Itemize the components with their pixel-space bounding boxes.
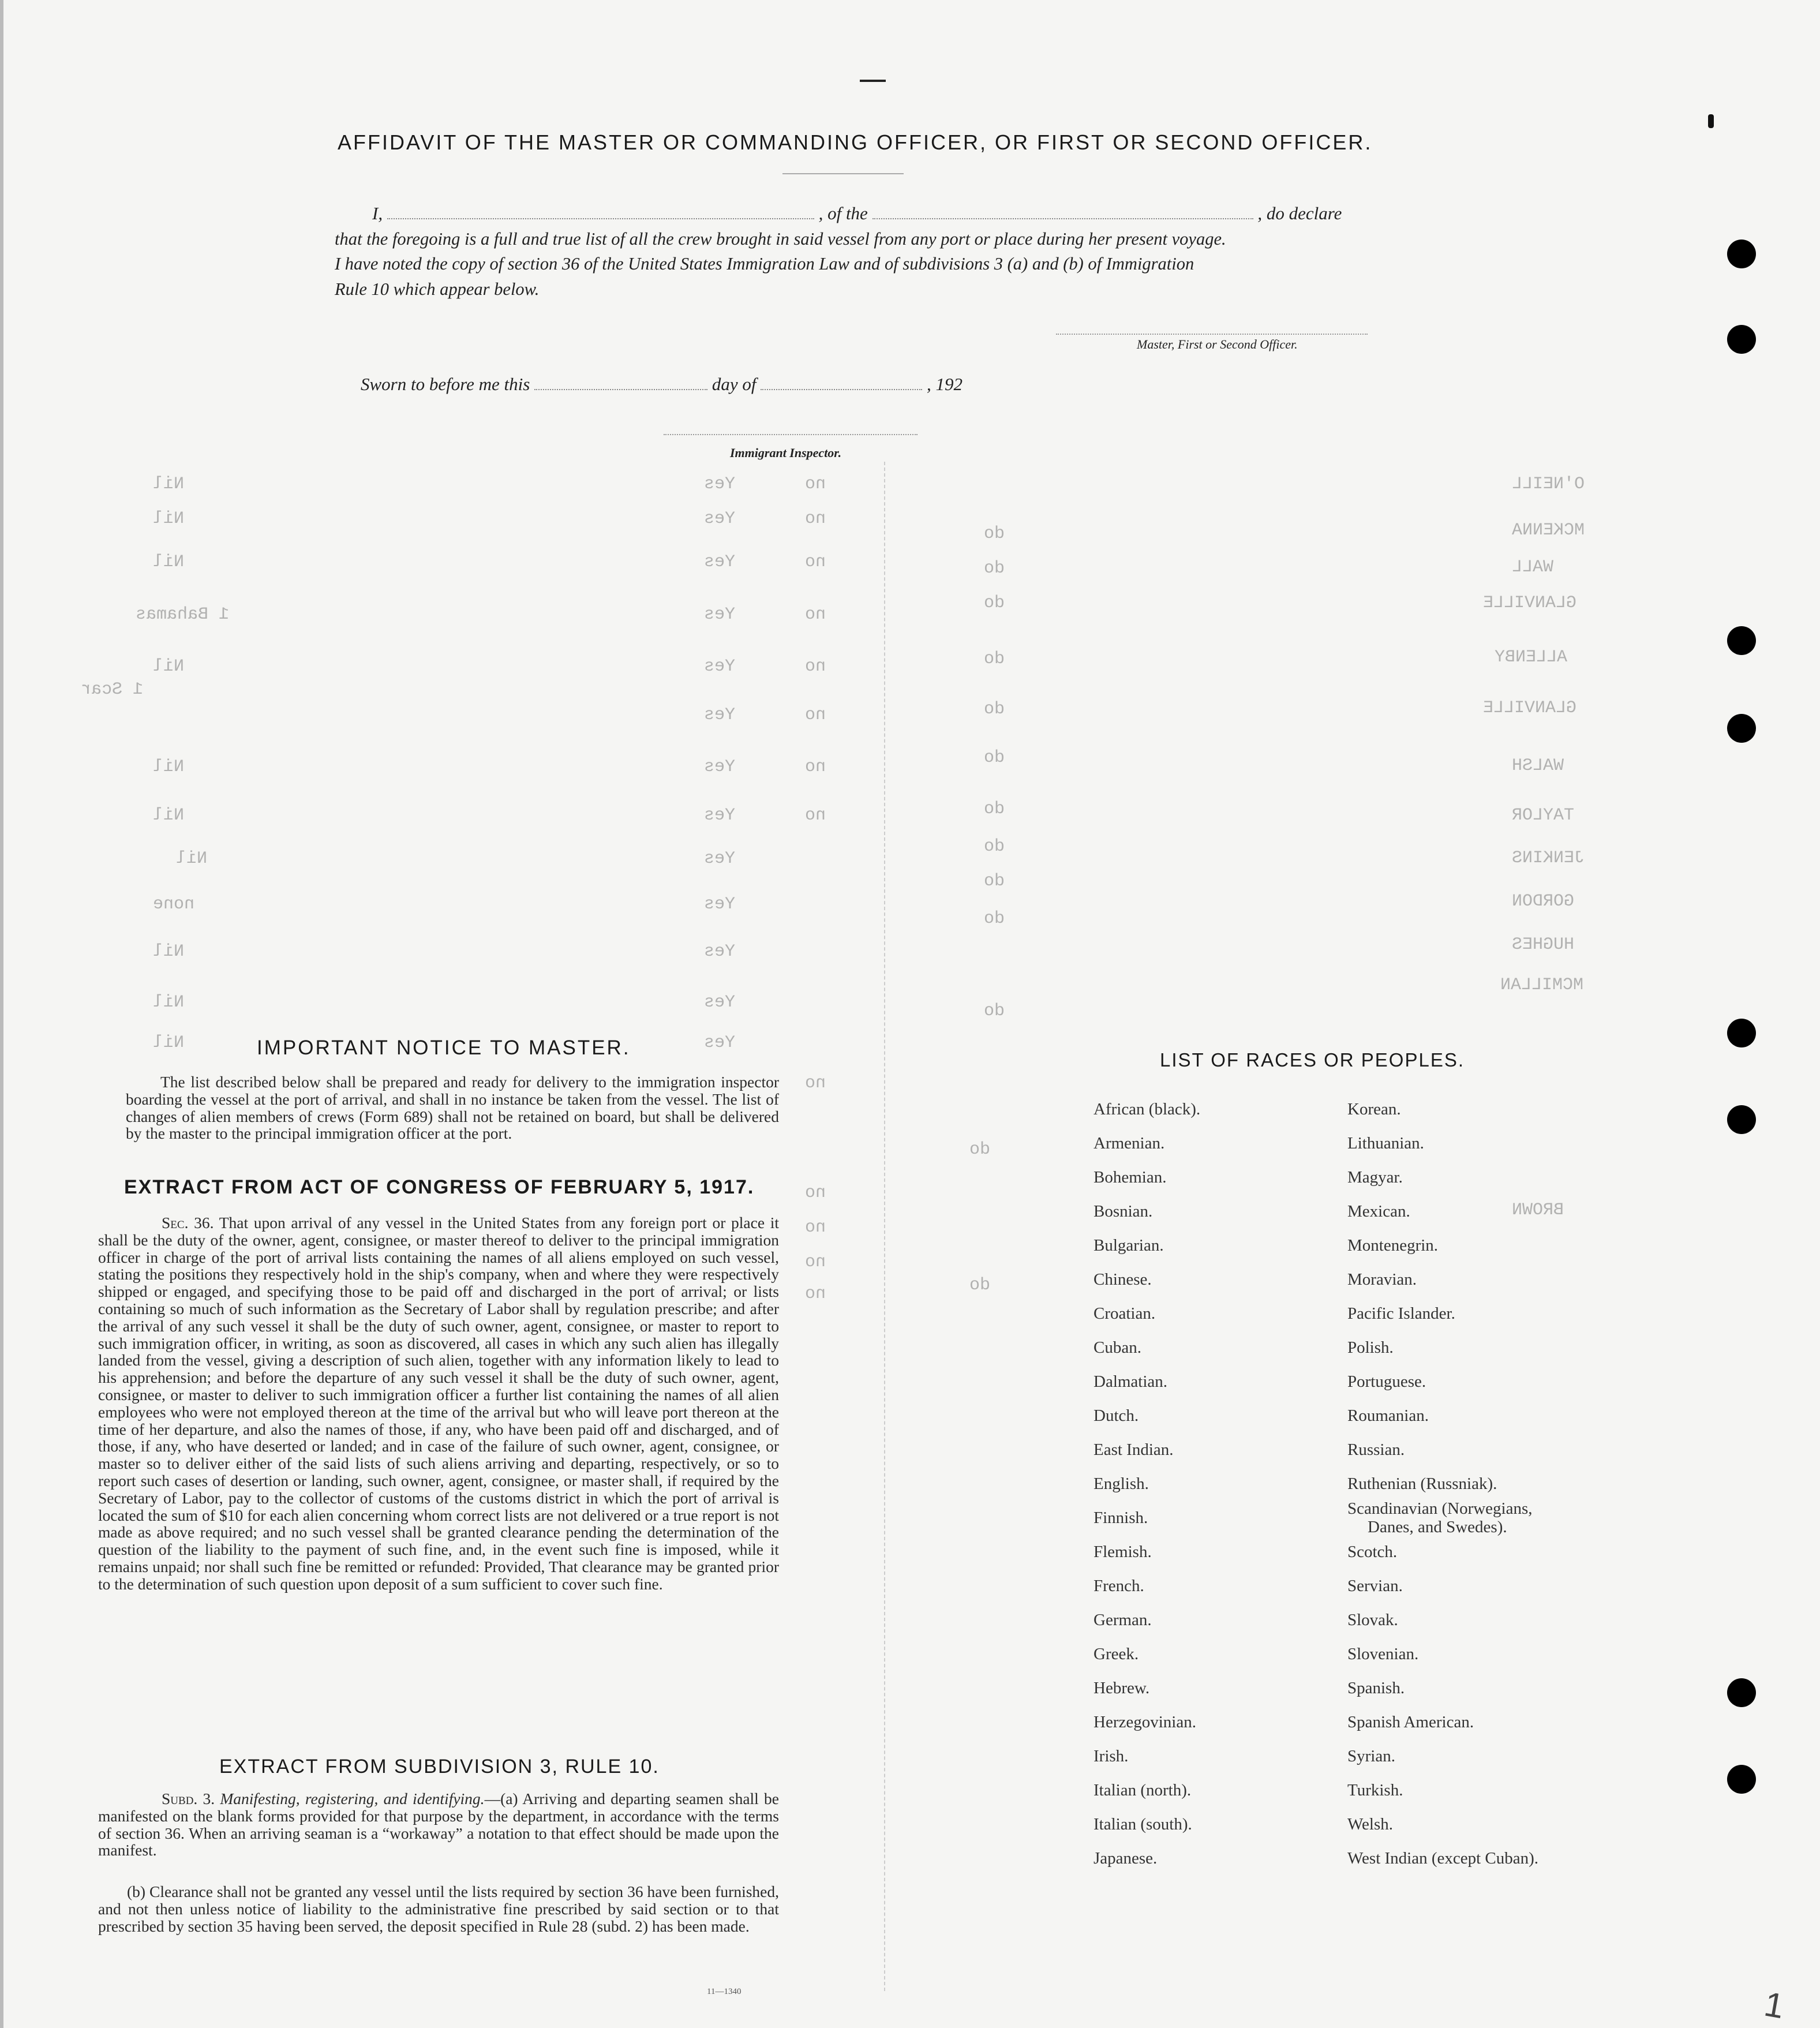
rule-para-a	[98, 1790, 779, 1859]
notice-body: The list described below shall be prepared and ready for delivery to the immigration inspector boarding the vessel at the port of arrival, and shall in no instance be taken from the vessel. The list of changes of alien members of crews (Form 689) shall not be retained on board, but shall be delivered by the master to the principal immigration officer at the port.	[126, 1073, 779, 1143]
race-col1-0: African (black).	[1094, 1100, 1201, 1118]
race-col1-7: Cuban.	[1094, 1338, 1141, 1357]
ghost-left-2: Nil	[153, 552, 185, 572]
ghost-name-10: HUGHES	[1512, 935, 1575, 955]
race-col2-18: Spanish.	[1347, 1679, 1405, 1697]
sworn-line	[361, 374, 963, 395]
ghost-no-3: no	[805, 605, 826, 624]
ghost-yes-10: Yes	[704, 942, 736, 961]
ghost-no-2: no	[805, 552, 826, 572]
race-col2-14: Scotch.	[1347, 1543, 1398, 1561]
ghost-left-0: Nil	[153, 474, 185, 494]
ghost-name-8: JENKINS	[1512, 848, 1585, 868]
ghost-yes-12: Yes	[704, 1033, 736, 1053]
race-col1-21: Italian (south).	[1094, 1815, 1192, 1834]
inspector-signature-line[interactable]	[664, 434, 918, 435]
ghost-do-7: do	[984, 837, 1005, 856]
declarant-name-field[interactable]	[387, 218, 814, 219]
ghost-no-12: no	[805, 1284, 826, 1304]
ghost-do-0: do	[984, 524, 1005, 544]
affidavit-line4: Rule 10 which appear below.	[335, 279, 540, 299]
notice-title: IMPORTANT NOTICE TO MASTER.	[257, 1037, 631, 1059]
punch-hole-8	[1727, 1765, 1756, 1794]
punch-hole-3	[1727, 626, 1756, 655]
ghost-yes-11: Yes	[704, 993, 736, 1012]
races-title: LIST OF RACES OR PEOPLES.	[1160, 1049, 1465, 1071]
ghost-no-9: no	[805, 1183, 826, 1203]
race-col1-14: French.	[1094, 1577, 1144, 1595]
punch-hole-1	[1727, 240, 1756, 268]
ghost-no-8: no	[805, 1073, 826, 1093]
ghost-name-12: BROWN	[1512, 1200, 1564, 1220]
race-col1-9: Dutch.	[1094, 1406, 1139, 1425]
ghost-name-9: GORDON	[1512, 892, 1575, 911]
race-col1-17: Hebrew.	[1094, 1679, 1150, 1697]
sworn-prefix: Sworn to before me this	[361, 374, 530, 394]
race-col2-3: Mexican.	[1347, 1202, 1410, 1221]
ghost-yes-9: Yes	[704, 895, 736, 914]
race-col2-6: Pacific Islander.	[1347, 1304, 1455, 1323]
race-col2-12: Scandinavian (Norwegians,	[1347, 1499, 1533, 1518]
affidavit-rule	[782, 173, 904, 174]
race-col2-19: Spanish American.	[1347, 1713, 1474, 1731]
race-col2-16: Slovak.	[1347, 1611, 1398, 1629]
punch-hole-6	[1727, 1105, 1756, 1134]
ghost-name-6: WALSH	[1512, 756, 1564, 776]
ghost-no-1: no	[805, 509, 826, 529]
ghost-left-4: Nil	[153, 657, 185, 676]
ghost-do-8: do	[984, 871, 1005, 891]
corner-ink-mark	[1708, 114, 1714, 128]
rule-para-a-text: —(a) Arriving and departing seamen shall be manifested on the blank forms provided for that purpose by the department, in accordance with the terms of section 36. When an arriving seaman is a “workaway” a notation to that effect should be made upon the manifest.	[98, 1790, 779, 1859]
ghost-do-5: do	[984, 748, 1005, 768]
act-title: EXTRACT FROM ACT OF CONGRESS OF FEBRUARY 5, 1917.	[124, 1176, 755, 1198]
ghost-do-9: do	[984, 909, 1005, 929]
center-fold	[884, 462, 885, 1991]
race-col2-13: Danes, and Swedes).	[1368, 1518, 1507, 1536]
race-col2-4: Montenegrin.	[1347, 1236, 1439, 1255]
race-col1-20: Italian (north).	[1094, 1781, 1192, 1799]
ghost-left-7: Nil	[153, 806, 185, 825]
race-col1-2: Bohemian.	[1094, 1168, 1167, 1187]
ghost-no-6: no	[805, 757, 826, 777]
ghost-yes-4: Yes	[704, 657, 736, 676]
affidavit-line1	[372, 203, 1342, 224]
race-col1-18: Herzegovinian.	[1094, 1713, 1196, 1731]
race-col2-23: West Indian (except Cuban).	[1347, 1849, 1539, 1868]
race-col1-8: Dalmatian.	[1094, 1372, 1168, 1391]
ghost-no-11: no	[805, 1252, 826, 1272]
rule-subd-heading: Manifesting, registering, and identifying.	[220, 1790, 485, 1808]
sworn-day-of: day of	[711, 374, 757, 394]
punch-hole-4	[1727, 714, 1756, 743]
race-col1-12: Finnish.	[1094, 1509, 1148, 1527]
ghost-do-4: do	[984, 699, 1005, 719]
race-col1-15: German.	[1094, 1611, 1152, 1629]
ghost-name-4: ALLENBY	[1495, 648, 1568, 667]
punch-hole-5	[1727, 1019, 1756, 1047]
ghost-no-0: no	[805, 474, 826, 494]
affidavit-line2: that the foregoing is a full and true list of all the crew brought in said vessel from any port or place during her present voyage.	[335, 229, 1226, 249]
rule-subd-label: Subd. 3.	[162, 1790, 215, 1808]
race-col2-15: Servian.	[1347, 1577, 1403, 1595]
race-col2-11: Ruthenian (Russniak).	[1347, 1475, 1497, 1493]
ghost-do-6: do	[984, 799, 1005, 819]
race-col1-4: Bulgarian.	[1094, 1236, 1164, 1255]
ghost-left-9: none	[153, 895, 195, 914]
ghost-left-11: Nil	[153, 993, 185, 1012]
punch-hole-2	[1727, 325, 1756, 354]
affidavit-title: AFFIDAVIT OF THE MASTER OR COMMANDING OFFICER, OR FIRST OR SECOND OFFICER.	[338, 130, 1373, 154]
race-col2-9: Roumanian.	[1347, 1406, 1429, 1425]
ghost-do-3: do	[984, 649, 1005, 669]
inspector-caption: Immigrant Inspector.	[730, 446, 842, 460]
ghost-left-10: Nil	[153, 942, 185, 961]
race-col1-5: Chinese.	[1094, 1270, 1152, 1289]
race-col2-0: Korean.	[1347, 1100, 1401, 1118]
ghost-name-2: WALL	[1512, 557, 1554, 577]
ghost-name-7: TAYLOR	[1512, 806, 1575, 825]
race-col1-3: Bosnian.	[1094, 1202, 1153, 1221]
ghost-no-4: no	[805, 657, 826, 676]
race-col2-5: Moravian.	[1347, 1270, 1417, 1289]
race-col2-10: Russian.	[1347, 1440, 1405, 1459]
ghost-left-6: Nil	[153, 757, 185, 777]
punch-hole-7	[1727, 1678, 1756, 1707]
master-signature-line[interactable]	[1056, 334, 1368, 335]
ghost-no-7: no	[805, 806, 826, 825]
race-col1-16: Greek.	[1094, 1645, 1139, 1663]
race-col1-1: Armenian.	[1094, 1134, 1165, 1153]
race-col1-13: Flemish.	[1094, 1543, 1152, 1561]
race-col2-8: Portuguese.	[1347, 1372, 1426, 1391]
sworn-month-field[interactable]	[761, 389, 922, 390]
master-signature-caption: Master, First or Second Officer.	[1137, 337, 1298, 351]
ghost-yes-2: Yes	[704, 552, 736, 572]
declarant-prefix: I,	[372, 203, 383, 223]
race-col1-19: Irish.	[1094, 1747, 1129, 1765]
ghost-name-11: MCMILLAN	[1500, 975, 1584, 995]
race-col2-20: Syrian.	[1347, 1747, 1395, 1765]
race-col2-22: Welsh.	[1347, 1815, 1394, 1834]
race-col1-11: English.	[1094, 1475, 1149, 1493]
top-dash-mark	[860, 80, 886, 82]
act-section-label: Sec. 36.	[162, 1214, 214, 1232]
rule-para-b: (b) Clearance shall not be granted any vessel until the lists required by section 36 have been furnished, and not then unless notice of liability to the administrative fine prescribed by said section or to that prescribed by section 35 having been served, the deposit specified in Rule 28 (subd. 2) has been made.	[98, 1883, 779, 1935]
race-col2-2: Magyar.	[1347, 1168, 1403, 1187]
race-col1-10: East Indian.	[1094, 1440, 1174, 1459]
ghost-left-8: Nil	[176, 849, 208, 869]
rule-title: EXTRACT FROM SUBDIVISION 3, RULE 10.	[219, 1756, 660, 1778]
act-body-block	[98, 1214, 779, 1593]
declare-suffix: , do declare	[1257, 203, 1342, 223]
ghost-do-10: do	[984, 1001, 1005, 1021]
ghost-name-5: GLANVILLE	[1483, 698, 1577, 718]
ghost-yes-0: Yes	[704, 474, 736, 494]
ghost-yes-6: Yes	[704, 757, 736, 777]
race-col2-1: Lithuanian.	[1347, 1134, 1424, 1153]
race-col2-17: Slovenian.	[1347, 1645, 1419, 1663]
race-col2-21: Turkish.	[1347, 1781, 1403, 1799]
ghost-do-12: do	[969, 1275, 991, 1295]
ghost-yes-3: Yes	[704, 605, 736, 624]
ghost-no-10: no	[805, 1218, 826, 1237]
ghost-do-1: do	[984, 559, 1005, 578]
ghost-name-1: MCKENNA	[1512, 521, 1585, 540]
sworn-year: , 192	[926, 374, 963, 394]
ghost-left-12: Nil	[153, 1033, 185, 1053]
ghost-no-5: no	[805, 705, 826, 725]
ghost-do-2: do	[984, 593, 1005, 613]
affidavit-line3: I have noted the copy of section 36 of the United States Immigration Law and of subdivisions 3 (a) and (b) of Immigration	[335, 254, 1194, 274]
race-col1-6: Croatian.	[1094, 1304, 1156, 1323]
ghost-yes-5: Yes	[704, 705, 736, 725]
vessel-prefix: , of the	[818, 203, 868, 223]
ghost-yes-7: Yes	[704, 806, 736, 825]
ghost-yes-8: Yes	[704, 849, 736, 869]
sworn-day-field[interactable]	[534, 389, 707, 390]
ghost-left-5: 1 Scar	[81, 680, 144, 699]
ghost-left-3: 1 Bahamas	[136, 605, 230, 624]
race-col1-22: Japanese.	[1094, 1849, 1158, 1868]
ghost-yes-1: Yes	[704, 509, 736, 529]
race-col2-7: Polish.	[1347, 1338, 1394, 1357]
ghost-name-0: O'NEILL	[1512, 474, 1585, 494]
rule-print-code: 11—1340	[707, 1987, 742, 1996]
page-mark: 1	[1761, 1984, 1787, 2026]
ghost-left-1: Nil	[153, 509, 185, 529]
vessel-name-field[interactable]	[872, 218, 1253, 219]
act-body-text: That upon arrival of any vessel in the United States from any foreign port or place it shall be the duty of the owner, agent, consignee, or master thereof to deliver to the principal immigration officer in charge of the port of arrival lists containing the names of all aliens employed on such vessel, stating the positions they respectively hold in the ship's company, when and where they were respectively shipped or engaged, and specifying those to be paid off and discharged in the port of arrival; or lists containing so much of such information as the Secretary of Labor shall by regulation prescribe; and after the arrival of any such vessel it shall be the duty of such owner, agent, consignee, or master to report to such immigration officer, in writing, as soon as discovered, all cases in which any such alien has illegally landed from the vessel, giving a description of such alien, together with any information likely to lead to his apprehension; and before the departure of any such vessel it shall be the duty of such owner, agent, consignee, or master to deliver to such immigration officer a further list containing the names of all alien employees who were not employed thereon at the time of the arrival but who will leave port thereon at the time of her departure, and also the names of those, if any, who have been paid off and discharged, and of those, if any, who have deserted or landed; and in case of the failure of such owner, agent, consignee, or master so to deliver either of the said lists of such aliens arriving and departing, respectively, or so to report such cases of desertion or landing, such owner, agent, consignee, or master shall, if required by the Secretary of Labor, pay to the collector of customs of the customs district in which the port of arrival is located the sum of $10 for each alien concerning whom correct lists are not delivered or a true report is not made as above required; and no such vessel shall be granted clearance pending the determination of the question of the liability to the payment of such fine, and, in the event such fine is imposed, while it remains unpaid; nor shall such fine be remitted or refunded: Provided, That clearance may be granted prior to the determination of such question upon deposit of a sum sufficient to cover such fine.	[98, 1214, 779, 1593]
ghost-name-3: GLANVILLE	[1483, 593, 1577, 613]
ghost-do-11: do	[969, 1140, 991, 1159]
